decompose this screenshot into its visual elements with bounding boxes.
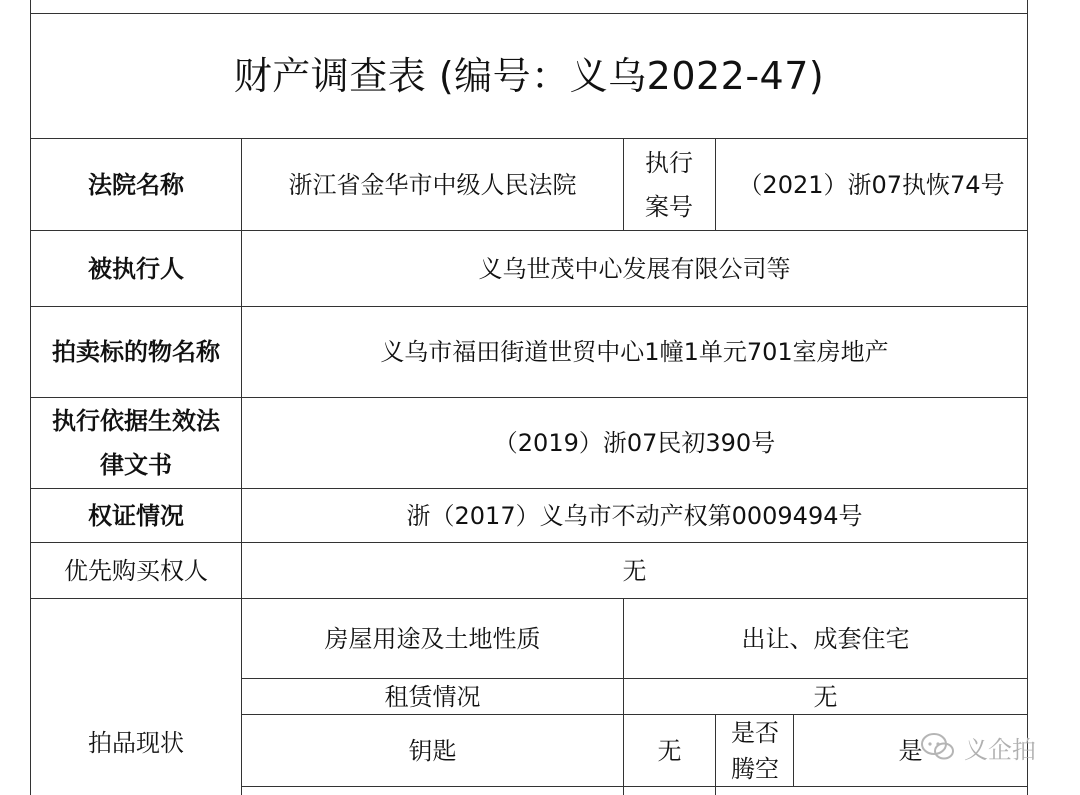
auction-object-label: 拍卖标的物名称 [52, 338, 220, 366]
priority-buyer-label: 优先购买权人 [64, 556, 208, 585]
case-number-label: 执行案号 [645, 148, 693, 221]
executed-party-label: 被执行人 [88, 254, 184, 283]
lease-label: 租赁情况 [384, 682, 481, 711]
lease-value: 无 [813, 682, 838, 711]
rights-certificate-label: 权证情况 [88, 501, 184, 530]
item-status-label: 拍品现状 [88, 729, 184, 757]
priority-buyer-value: 无 [622, 556, 647, 585]
execution-basis-label: 执行依据生效法律文书 [52, 407, 220, 479]
usage-label: 房屋用途及土地性质 [324, 624, 541, 653]
usage-value: 出让、成套住宅 [741, 624, 910, 653]
col-divider-5 [715, 714, 716, 795]
wechat-chat-icon [920, 732, 956, 762]
vacated-value: 是 [898, 736, 923, 765]
row-line-10 [241, 786, 1028, 787]
key-value: 无 [657, 736, 682, 765]
auction-object-value: 义乌市福田街道世贸中心1幢1单元701室房地产 [380, 338, 889, 366]
vacated-label: 是否腾空 [731, 718, 779, 783]
case-number-value: （2021）浙07执恢74号 [738, 170, 1005, 199]
page-title: 财产调查表 (编号：义乌2022-47) [233, 54, 825, 98]
court-name-label: 法院名称 [88, 170, 184, 199]
rights-certificate-value: 浙（2017）义乌市不动产权第0009494号 [406, 501, 863, 530]
execution-basis-value: （2019）浙07民初390号 [493, 429, 776, 457]
key-label: 钥匙 [408, 736, 457, 765]
watermark-text: 义企拍 [964, 735, 1036, 764]
court-name-value: 浙江省金华市中级人民法院 [288, 170, 577, 199]
col-divider-2 [623, 138, 624, 230]
executed-party-value: 义乌世茂中心发展有限公司等 [478, 254, 791, 283]
watermark [920, 725, 1050, 769]
